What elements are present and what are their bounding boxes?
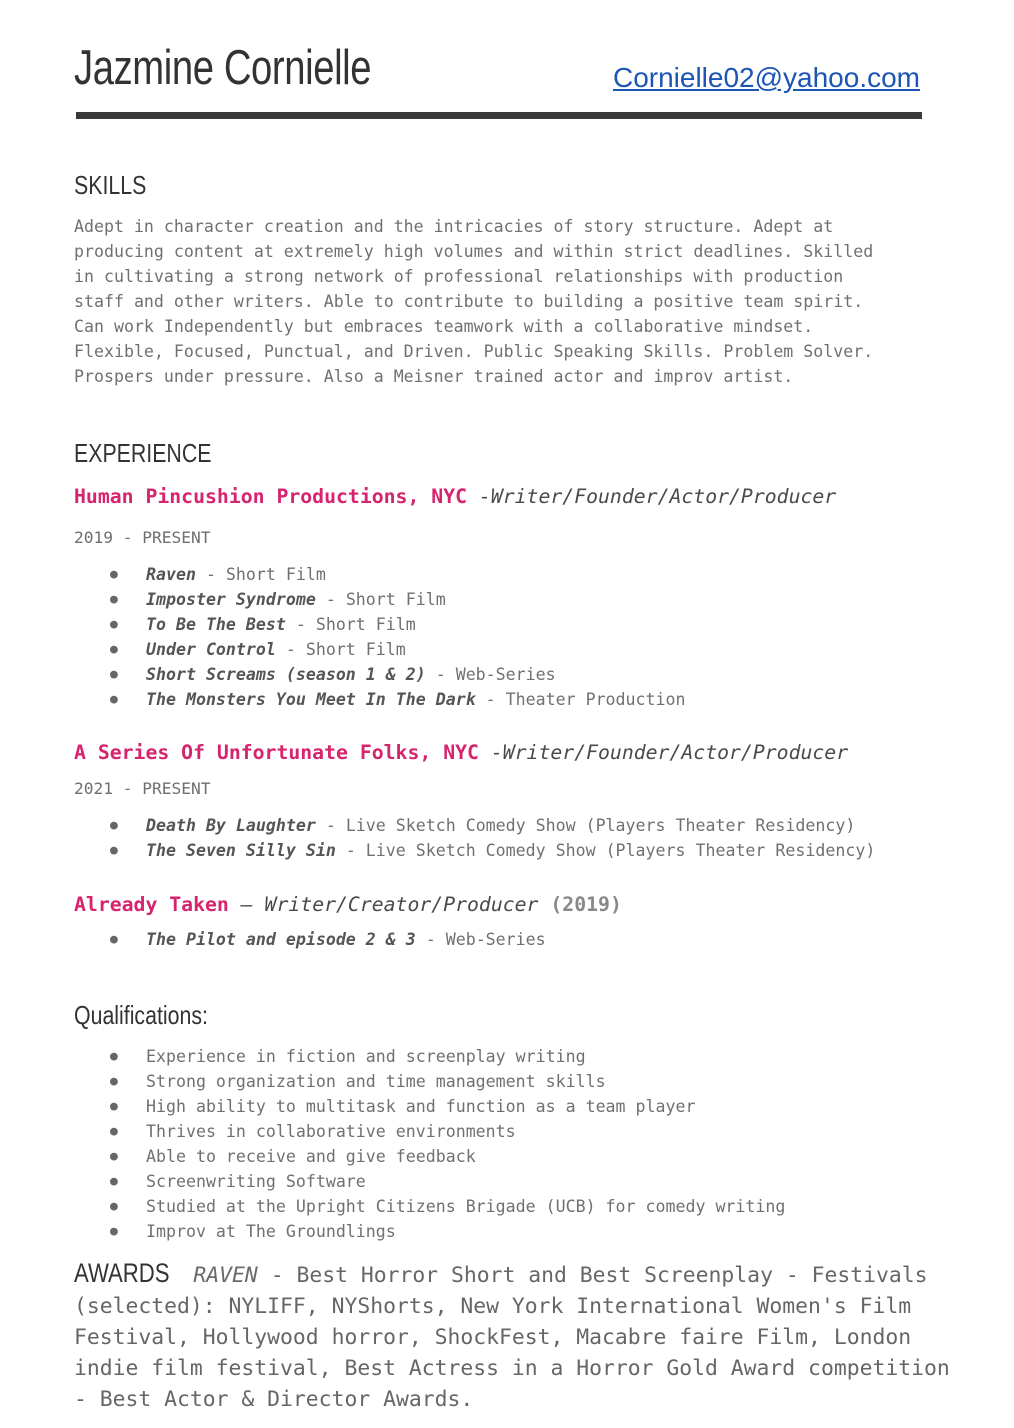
project-desc: - Short Film: [285, 615, 416, 634]
job-title-line: [74, 740, 848, 766]
project-title: Raven: [146, 565, 196, 584]
qualification-text: High ability to multitask and function as a team player: [146, 1097, 696, 1116]
bullet-icon: ●: [110, 642, 118, 657]
qualifications-heading: Qualifications:: [74, 1000, 208, 1030]
list-item: [110, 838, 875, 863]
header: [74, 40, 922, 100]
bullet-icon: ●: [110, 567, 118, 582]
email-link[interactable]: Cornielle02@yahoo.com: [612, 62, 920, 93]
project-list: [110, 927, 546, 952]
company-name: A Series Of Unfortunate Folks, NYC: [74, 741, 479, 764]
project-list: [110, 562, 685, 712]
job-title-line: [74, 892, 622, 918]
list-item: [110, 612, 685, 637]
bullet-icon: ●: [110, 1124, 118, 1139]
awards-heading: AWARDS: [74, 1258, 170, 1288]
project-title: The Monsters You Meet In The Dark: [146, 690, 476, 709]
bullet-icon: ●: [110, 1099, 118, 1114]
bullet-icon: ●: [110, 818, 118, 833]
bullet-icon: ●: [110, 1049, 118, 1064]
project-desc: - Theater Production: [475, 690, 686, 709]
job-title-line: [74, 484, 836, 510]
job-dates: 2021 - PRESENT: [74, 779, 211, 798]
list-item: [110, 1094, 785, 1119]
awards-text: - Best Horror Short and Best Screenplay - Festivals (selected): NYLIFF, NYShorts, New York International Women's Film Festival, Hollywood horror, ShockFest, Macabre faire Film, London indie film festival, Best Actress in a Horror Gold Award competition - Best Actor & Director Awards.: [74, 1263, 950, 1412]
project-title: The Seven Silly Sin: [146, 841, 336, 860]
list-item: [110, 1069, 785, 1094]
project-desc: - Short Film: [195, 565, 326, 584]
qualification-text: Improv at The Groundlings: [146, 1222, 396, 1241]
skills-heading: SKILLS: [74, 170, 147, 200]
list-item: [110, 687, 685, 712]
job-role: -Writer/Founder/Actor/Producer: [478, 741, 849, 764]
project-desc: - Web-Series: [425, 665, 556, 684]
qualification-text: Able to receive and give feedback: [146, 1147, 476, 1166]
project-desc: - Live Sketch Comedy Show (Players Theater Residency): [315, 816, 856, 835]
qualifications-list: [110, 1044, 785, 1244]
list-item: [110, 1144, 785, 1169]
bullet-icon: ●: [110, 1199, 118, 1214]
project-desc: - Web-Series: [415, 930, 546, 949]
project-title: Death By Laughter: [146, 816, 316, 835]
experience-heading: EXPERIENCE: [74, 438, 212, 468]
project-title: Short Screams (season 1 & 2): [146, 665, 426, 684]
company-name: Already Taken: [74, 893, 229, 916]
company-name: Human Pincushion Productions, NYC: [74, 485, 468, 508]
awards-lead: RAVEN: [193, 1263, 258, 1288]
list-item: [110, 1044, 785, 1069]
qualification-text: Experience in fiction and screenplay writing: [146, 1047, 586, 1066]
job-year: (2019): [538, 893, 622, 916]
bullet-icon: ●: [110, 1174, 118, 1189]
list-item: [110, 1194, 785, 1219]
project-title: Under Control: [146, 640, 276, 659]
qualification-text: Thrives in collaborative environments: [146, 1122, 516, 1141]
qualification-text: Screenwriting Software: [146, 1172, 366, 1191]
bullet-icon: ●: [110, 1074, 118, 1089]
bullet-icon: ●: [110, 692, 118, 707]
candidate-name: Jazmine Cornielle: [74, 41, 372, 95]
list-item: [110, 562, 685, 587]
list-item: [110, 587, 685, 612]
list-item: [110, 1219, 785, 1244]
project-title: Imposter Syndrome: [146, 590, 316, 609]
project-desc: - Live Sketch Comedy Show (Players Theater Residency): [335, 841, 876, 860]
bullet-icon: ●: [110, 617, 118, 632]
job-role: — Writer/Creator/Producer: [228, 893, 539, 916]
list-item: [110, 637, 685, 662]
bullet-icon: ●: [110, 667, 118, 682]
awards-section: [74, 1258, 954, 1415]
qualification-text: Studied at the Upright Citizens Brigade (UCB) for comedy writing: [146, 1197, 786, 1216]
bullet-icon: ●: [110, 1224, 118, 1239]
bullet-icon: ●: [110, 592, 118, 607]
project-title: The Pilot and episode 2 & 3: [146, 930, 416, 949]
list-item: [110, 1169, 785, 1194]
header-rule: [76, 112, 922, 119]
bullet-icon: ●: [110, 1149, 118, 1164]
qualification-text: Strong organization and time management skills: [146, 1072, 606, 1091]
bullet-icon: ●: [110, 843, 118, 858]
list-item: [110, 927, 546, 952]
bullet-icon: ●: [110, 932, 118, 947]
project-desc: - Short Film: [275, 640, 406, 659]
project-list: [110, 813, 875, 863]
job-dates: 2019 - PRESENT: [74, 528, 211, 547]
list-item: [110, 662, 685, 687]
skills-text: Adept in character creation and the intricacies of story structure. Adept at producing content at extremely high volumes and within strict deadlines. Skilled in cultivating a strong network of professional relationships with production staff and other writers. Able to contribute to building a positive team spirit. Can work Independently but embraces teamwork with a collaborative mindset. Flexible, Focused, Punctual, and Driven. Public Speaking Skills. Problem Solver. Prospers under pressure. Also a Meisner trained actor and improv artist.: [74, 217, 874, 386]
project-desc: - Short Film: [315, 590, 446, 609]
list-item: [110, 1119, 785, 1144]
job-role: -Writer/Founder/Actor/Producer: [467, 485, 837, 508]
list-item: [110, 813, 875, 838]
project-title: To Be The Best: [146, 615, 286, 634]
